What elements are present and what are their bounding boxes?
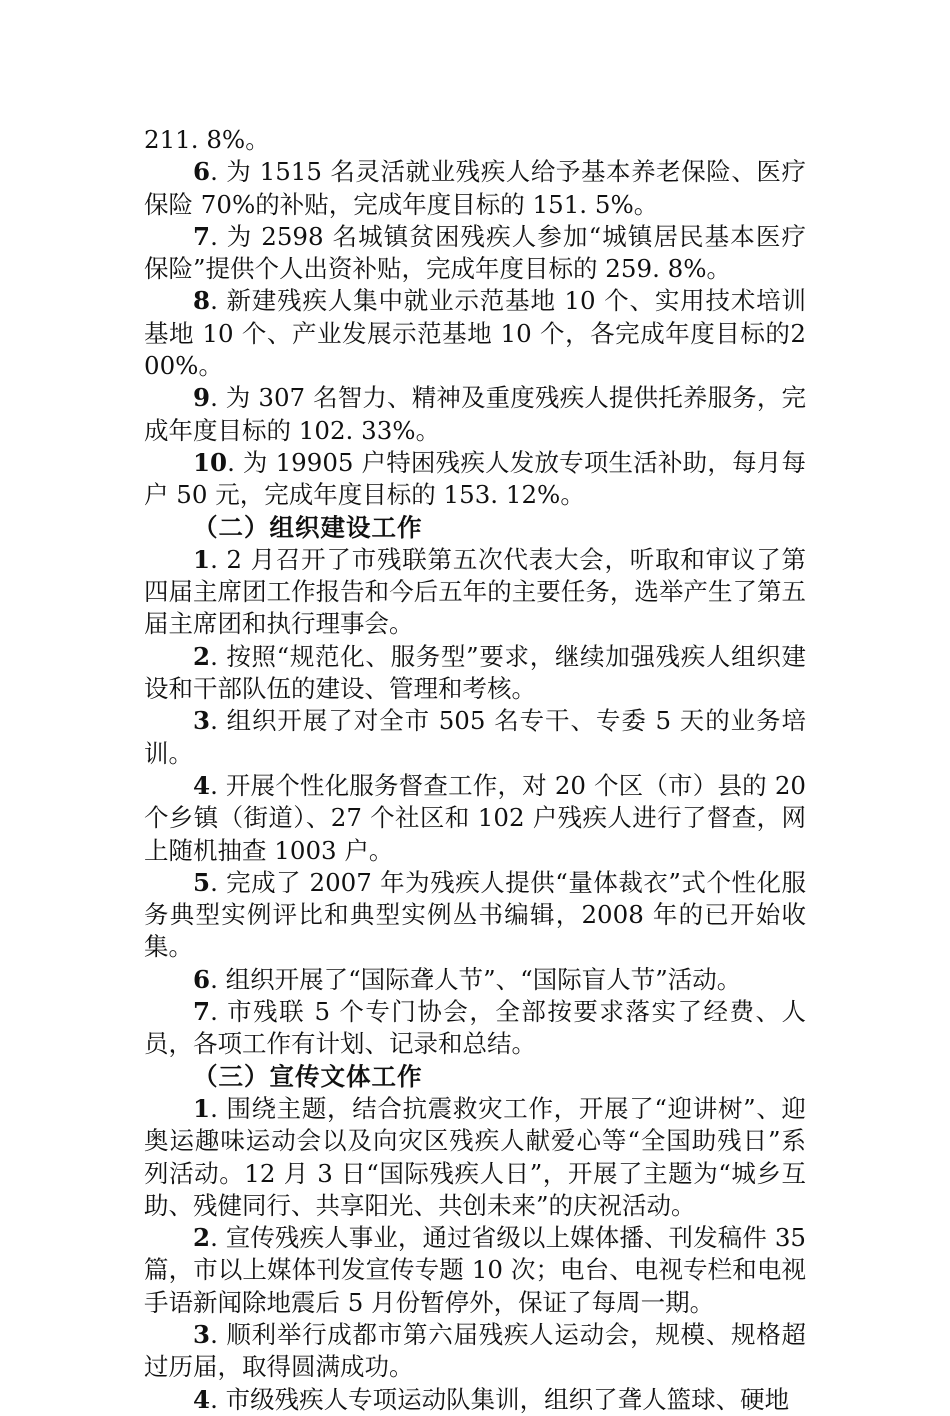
- paragraph-text: . 市残联 5 个专门协会，全部按要求落实了经费、人员，各项工作有计划、记录和总结。: [144, 997, 806, 1059]
- paragraph: [144, 447, 806, 512]
- paragraph-text: 211. 8%。: [144, 125, 270, 154]
- paragraph-text: . 为 307 名智力、精神及重度残疾人提供托养服务，完成年度目标的 102. 33%。: [144, 383, 806, 445]
- paragraph: [144, 544, 806, 641]
- paragraph: [144, 124, 806, 156]
- paragraph: [144, 1384, 806, 1416]
- paragraph-text: . 市级残疾人专项运动队集训，组织了聋人篮球、硬地: [210, 1384, 790, 1414]
- paragraph: [144, 1093, 806, 1222]
- paragraph: [144, 1222, 806, 1319]
- paragraph-text: . 为 1515 名灵活就业残疾人给予基本养老保险、医疗保险 70%的补贴，完成年度目标的 151. 5%。: [144, 157, 806, 219]
- item-number: 8: [193, 286, 211, 316]
- paragraph: [144, 221, 806, 286]
- paragraph: [144, 770, 806, 867]
- paragraph: [144, 867, 806, 964]
- paragraph-text: . 为 19905 户特困残疾人发放专项生活补助，每月每户 50 元，完成年度目标的 153. 12%。: [144, 447, 806, 510]
- paragraph: [144, 705, 806, 770]
- item-number: 3: [193, 1319, 211, 1349]
- item-number: 9: [193, 383, 211, 413]
- item-number: 2: [193, 1223, 211, 1253]
- paragraph: [144, 996, 806, 1061]
- item-number: 6: [193, 157, 211, 187]
- paragraph: [144, 156, 806, 221]
- paragraph: [144, 285, 806, 382]
- item-number: 7: [193, 997, 211, 1027]
- section-heading: （三）宣传文体工作: [193, 1061, 423, 1091]
- paragraph-text: . 按照“规范化、服务型”要求，继续加强残疾人组织建设和干部队伍的建设、管理和考核。: [144, 641, 806, 704]
- paragraph-text: . 为 2598 名城镇贫困残疾人参加“城镇居民基本医疗保险”提供个人出资补贴，完成年度目标的 259. 8%。: [144, 221, 806, 284]
- item-number: 1: [193, 544, 211, 574]
- item-number: 7: [193, 221, 211, 251]
- item-number: 5: [193, 867, 211, 897]
- paragraph: [144, 1319, 806, 1384]
- paragraph-text: . 组织开展了“国际聋人节”、“国际盲人节”活动。: [210, 964, 742, 994]
- paragraph-text: . 宣传残疾人事业，通过省级以上媒体播、刊发稿件 35 篇，市以上媒体刊发宣传专题 10 次；电台、电视专栏和电视手语新闻除地震后 5 月份暂停外，保证了每周一期。: [144, 1223, 806, 1317]
- paragraph: [144, 641, 806, 706]
- document-page: [144, 124, 806, 1416]
- paragraph-text: . 围绕主题，结合抗震救灾工作，开展了“迎讲树”、迎奥运趣味运动会以及向灾区残疾人献爱心等“全国助残日”系列活动。12 月 3 日“国际残疾人日”，开展了主题为“城乡互助、残健同行、共享阳光、共创未来”的庆祝活动。: [144, 1093, 806, 1220]
- item-number: 1: [193, 1093, 211, 1123]
- item-number: 3: [193, 706, 211, 736]
- item-number: 2: [193, 641, 211, 671]
- item-number: 10: [193, 447, 228, 477]
- paragraph-text: . 组织开展了对全市 505 名专干、专委 5 天的业务培训。: [144, 706, 806, 768]
- paragraph-text: . 2 月召开了市残联第五次代表大会，听取和审议了第四届主席团工作报告和今后五年的主要任务，选举产生了第五届主席团和执行理事会。: [144, 544, 806, 639]
- item-number: 6: [193, 964, 211, 994]
- paragraph-text: . 顺利举行成都市第六届残疾人运动会，规模、规格超过历届，取得圆满成功。: [144, 1319, 806, 1382]
- item-number: 4: [193, 770, 211, 800]
- item-number: 4: [193, 1384, 211, 1414]
- paragraph: [144, 964, 806, 996]
- section-heading: （二）组织建设工作: [193, 512, 423, 542]
- paragraph: [144, 382, 806, 447]
- paragraph-text: . 新建残疾人集中就业示范基地 10 个、实用技术培训基地 10 个、产业发展示范基地 10 个，各完成年度目标的200%。: [144, 286, 806, 381]
- paragraph-text: . 完成了 2007 年为残疾人提供“量体裁衣”式个性化服务典型实例评比和典型实例丛书编辑，2008 年的已开始收集。: [144, 867, 806, 962]
- paragraph-text: . 开展个性化服务督查工作，对 20 个区（市）县的 20 个乡镇（街道）、27 个社区和 102 户残疾人进行了督查，网上随机抽查 1003 户。: [144, 770, 806, 865]
